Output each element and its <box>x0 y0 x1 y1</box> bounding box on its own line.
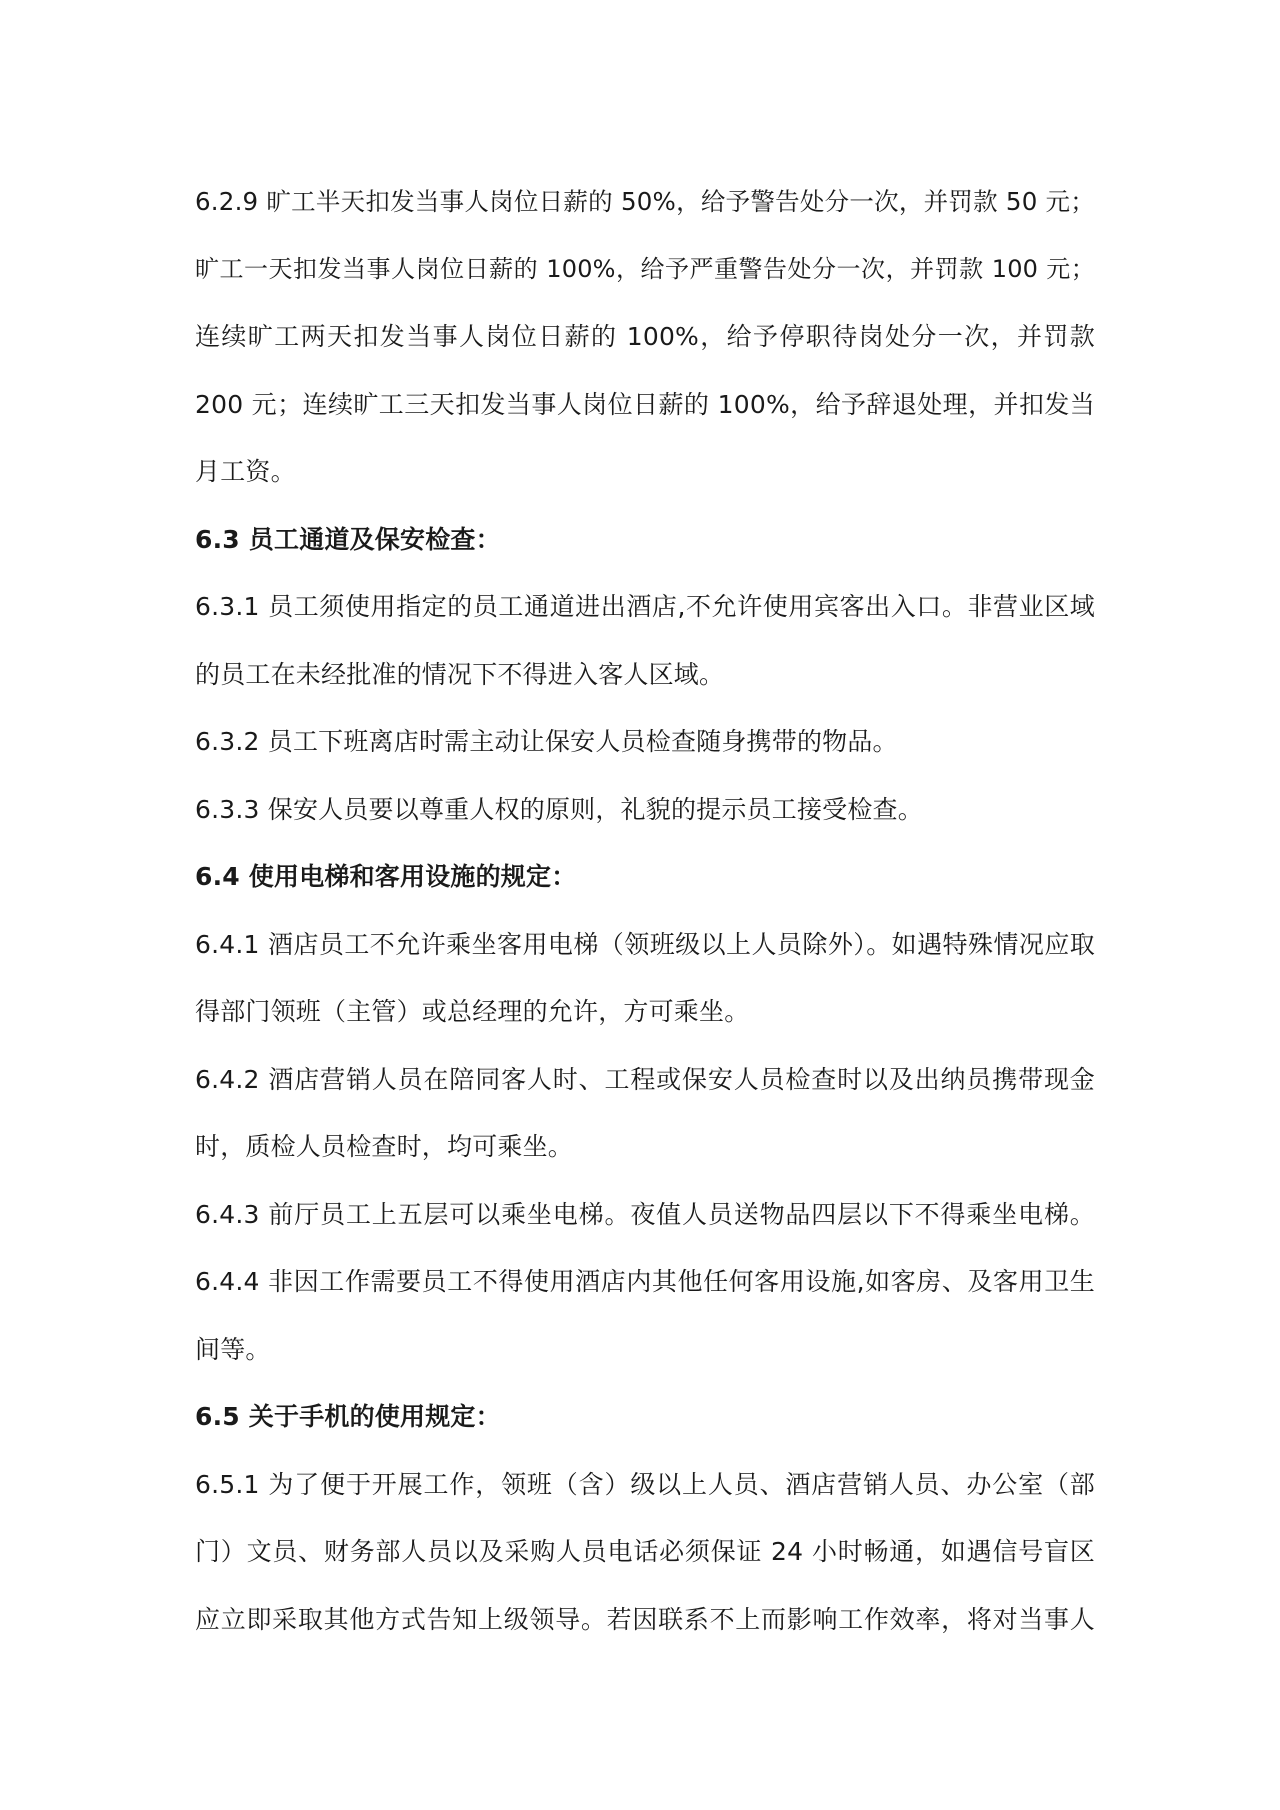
paragraph-6-2-9-line-5: 月工资。 <box>195 457 296 486</box>
paragraph-6-3-1-line-2: 的员工在未经批准的情况下不得进入客人区域。 <box>195 659 725 689</box>
paragraph-6-2-9-line-3: 连续旷工两天扣发当事人岗位日薪的 100%，给予停职待岗处分一次，并罚款 <box>195 322 1095 351</box>
paragraph-6-4-4-line-2: 间等。 <box>195 1334 271 1364</box>
paragraph-6-3-2: 6.3.2 员工下班离店时需主动让保安人员检查随身携带的物品。 <box>195 727 898 756</box>
paragraph-6-4-1-line-1: 6.4.1 酒店员工不允许乘坐客用电梯（领班级以上人员除外）。如遇特殊情况应取 <box>195 929 1095 959</box>
paragraph-6-4-2-line-1: 6.4.2 酒店营销人员在陪同客人时、工程或保安人员检查时以及出纳员携带现金 <box>195 1064 1095 1094</box>
paragraph-6-2-9-line-4: 200 元；连续旷工三天扣发当事人岗位日薪的 100%，给予辞退处理，并扣发当 <box>195 389 1095 419</box>
paragraph-6-4-2-line-2: 时，质检人员检查时，均可乘坐。 <box>195 1132 574 1161</box>
paragraph-6-3-1-line-1: 6.3.1 员工须使用指定的员工通道进出酒店,不允许使用宾客出入口。非营业区域 <box>195 592 1095 621</box>
section-heading-6-4: 6.4 使用电梯和客用设施的规定： <box>195 862 577 891</box>
paragraph-6-5-1-line-3: 应立即采取其他方式告知上级领导。若因联系不上而影响工作效率，将对当事人 <box>195 1604 1095 1634</box>
paragraph-6-5-1-line-2: 门）文员、财务部人员以及采购人员电话必须保证 24 小时畅通，如遇信号盲区 <box>195 1537 1095 1566</box>
paragraph-6-4-4-line-1: 6.4.4 非因工作需要员工不得使用酒店内其他任何客用设施,如客房、及客用卫生 <box>195 1267 1095 1296</box>
paragraph-6-4-3: 6.4.3 前厅员工上五层可以乘坐电梯。夜值人员送物品四层以下不得乘坐电梯。 <box>195 1199 1095 1229</box>
paragraph-6-4-1-line-2: 得部门领班（主管）或总经理的允许，方可乘坐。 <box>195 997 750 1026</box>
paragraph-6-2-9-line-1: 6.2.9 旷工半天扣发当事人岗位日薪的 50%，给予警告处分一次，并罚款 50 元； <box>195 187 1095 216</box>
paragraph-6-5-1-line-1: 6.5.1 为了便于开展工作，领班（含）级以上人员、酒店营销人员、办公室（部 <box>195 1469 1095 1499</box>
paragraph-6-2-9-line-2: 旷工一天扣发当事人岗位日薪的 100%，给予严重警告处分一次，并罚款 100 元； <box>195 254 1095 283</box>
document-page <box>195 168 1095 1653</box>
paragraph-6-3-3: 6.3.3 保安人员要以尊重人权的原则，礼貌的提示员工接受检查。 <box>195 794 923 824</box>
section-heading-6-3: 6.3 员工通道及保安检查： <box>195 524 501 554</box>
section-heading-6-5: 6.5 关于手机的使用规定： <box>195 1402 501 1431</box>
